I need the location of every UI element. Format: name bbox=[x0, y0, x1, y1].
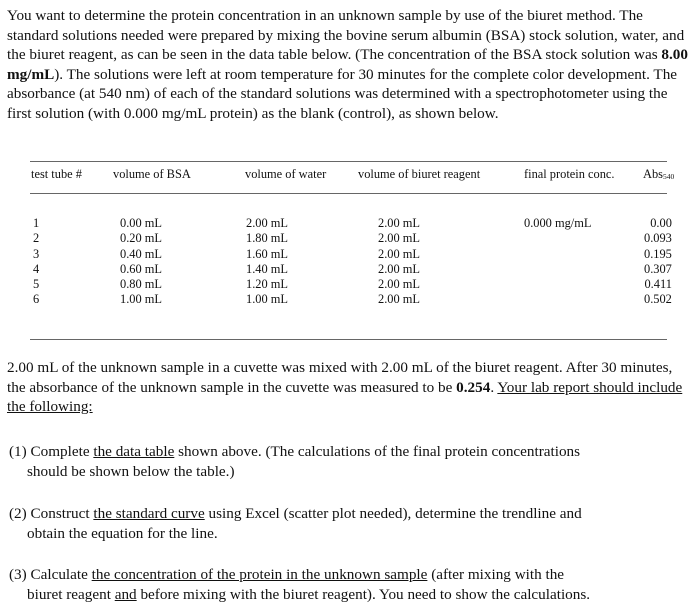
q3-text-c: (after mixing with the bbox=[427, 566, 565, 583]
cell-tubes-5: 5 bbox=[33, 277, 40, 292]
header-abs-subscript: 540 bbox=[662, 172, 675, 181]
q2-underlined: the standard curve bbox=[93, 505, 205, 522]
column-volume-bsa bbox=[120, 216, 162, 308]
cell-final-1: 0.000 mg/mL bbox=[524, 216, 592, 230]
cell-bsa-6: 1.00 mL bbox=[120, 292, 162, 307]
cell-tubes-4: 4 bbox=[33, 261, 40, 276]
unknown-paragraph bbox=[7, 358, 691, 417]
cell-bsa-4: 0.60 mL bbox=[120, 261, 162, 276]
q2-text-d: obtain the equation for the line. bbox=[27, 524, 218, 542]
cell-abs-3: 0.195 bbox=[644, 246, 672, 261]
bsa-stock-concentration: 8.00 mg/mL bbox=[7, 46, 688, 83]
cell-tubes-6: 6 bbox=[33, 292, 40, 307]
q1-text-d: should be shown below the table.) bbox=[27, 462, 235, 480]
question-3 bbox=[9, 565, 691, 604]
q3-text-a: (3) Calculate bbox=[9, 566, 92, 583]
intro-text-end: ). The solutions were left at room temperature for 30 minutes for the complete color development. The absorbance (at 540 nm) of each of the standard solutions was determined with a spectrophotometer using the first solution (with 0.000 mg/mL protein) as the blank (control), as shown below. bbox=[7, 65, 678, 122]
q3-second-line bbox=[9, 585, 691, 605]
header-abs-label: Abs bbox=[643, 167, 663, 181]
cell-abs-4: 0.307 bbox=[644, 261, 672, 276]
cell-water-3: 1.60 mL bbox=[246, 246, 288, 261]
cell-abs-5: 0.411 bbox=[644, 277, 672, 292]
cell-biuret-5: 2.00 mL bbox=[378, 277, 420, 292]
header-volume-biuret: volume of biuret reagent bbox=[358, 167, 481, 181]
cell-biuret-3: 2.00 mL bbox=[378, 246, 420, 261]
cell-abs-1: 0.00 bbox=[650, 216, 672, 230]
column-absorbance bbox=[644, 216, 672, 308]
q1-text-c: shown above. (The calculations of the final protein concentrations bbox=[174, 443, 581, 460]
intro-paragraph bbox=[7, 6, 691, 124]
cell-biuret-4: 2.00 mL bbox=[378, 261, 420, 276]
q3-underlined: the concentration of the protein in the unknown sample bbox=[91, 566, 428, 583]
cell-biuret-6: 2.00 mL bbox=[378, 292, 420, 307]
cell-bsa-3: 0.40 mL bbox=[120, 246, 162, 261]
q2-text-c: using Excel (scatter plot needed), determine the trendline and bbox=[204, 505, 582, 522]
q1-text-a: (1) Complete bbox=[9, 443, 94, 460]
cell-tubes-2: 2 bbox=[33, 231, 40, 246]
q1-underlined: the data table bbox=[93, 443, 175, 460]
cell-tubes-3: 3 bbox=[33, 246, 40, 261]
header-volume-water: volume of water bbox=[245, 167, 327, 181]
cell-bsa-5: 0.80 mL bbox=[120, 277, 162, 292]
q2-text-a: (2) Construct bbox=[9, 505, 94, 522]
table-header-rule bbox=[30, 193, 667, 194]
cell-biuret-1: 2.00 mL bbox=[378, 216, 420, 230]
table-top-rule bbox=[30, 161, 667, 162]
cell-abs-6: 0.502 bbox=[644, 292, 672, 307]
question-2 bbox=[9, 504, 691, 543]
column-test-tube bbox=[33, 216, 39, 308]
unknown-absorbance: 0.254 bbox=[456, 378, 491, 396]
q3-text-d: biuret reagent bbox=[27, 585, 115, 603]
column-volume-biuret bbox=[378, 216, 420, 308]
cell-abs-2: 0.093 bbox=[644, 231, 672, 246]
report-requirements-heading: Your lab report should include the following: bbox=[7, 378, 683, 416]
q3-text-f: before mixing with the biuret reagent). You need to show the calculations. bbox=[136, 585, 591, 603]
header-test-tube: test tube # bbox=[31, 167, 82, 181]
table-bottom-rule bbox=[30, 339, 667, 340]
cell-water-4: 1.40 mL bbox=[246, 261, 288, 276]
cell-tubes-1: 1 bbox=[33, 216, 40, 230]
column-volume-water bbox=[246, 216, 288, 308]
unknown-text: 2.00 mL of the unknown sample in a cuvette was mixed with 2.00 mL of the biuret reagent. After 30 minutes, the absorbance of the unknown sample in the cuvette was measured to be bbox=[7, 359, 673, 396]
cell-water-1: 2.00 mL bbox=[246, 216, 288, 230]
cell-water-6: 1.00 mL bbox=[246, 292, 288, 307]
cell-bsa-1: 0.00 mL bbox=[120, 216, 162, 230]
question-1 bbox=[9, 442, 691, 481]
cell-biuret-2: 2.00 mL bbox=[378, 231, 420, 246]
header-volume-bsa: volume of BSA bbox=[113, 167, 191, 181]
cell-water-5: 1.20 mL bbox=[246, 277, 288, 292]
header-final-conc: final protein conc. bbox=[524, 167, 615, 181]
header-absorbance bbox=[643, 167, 674, 182]
q3-and-underlined: and bbox=[114, 585, 137, 603]
unknown-text-separator: . bbox=[490, 378, 498, 396]
column-final-conc bbox=[524, 216, 591, 231]
cell-bsa-2: 0.20 mL bbox=[120, 231, 162, 246]
intro-text-start: You want to determine the protein concentration in an unknown sample by use of the biuret method. The standard solutions needed were prepared by mixing the bovine serum albumin (BSA) stock solution, water, and the biuret reagent, as can be seen in the data table below. (The concentration of the BSA stock solution was bbox=[7, 7, 685, 64]
cell-water-2: 1.80 mL bbox=[246, 231, 288, 246]
